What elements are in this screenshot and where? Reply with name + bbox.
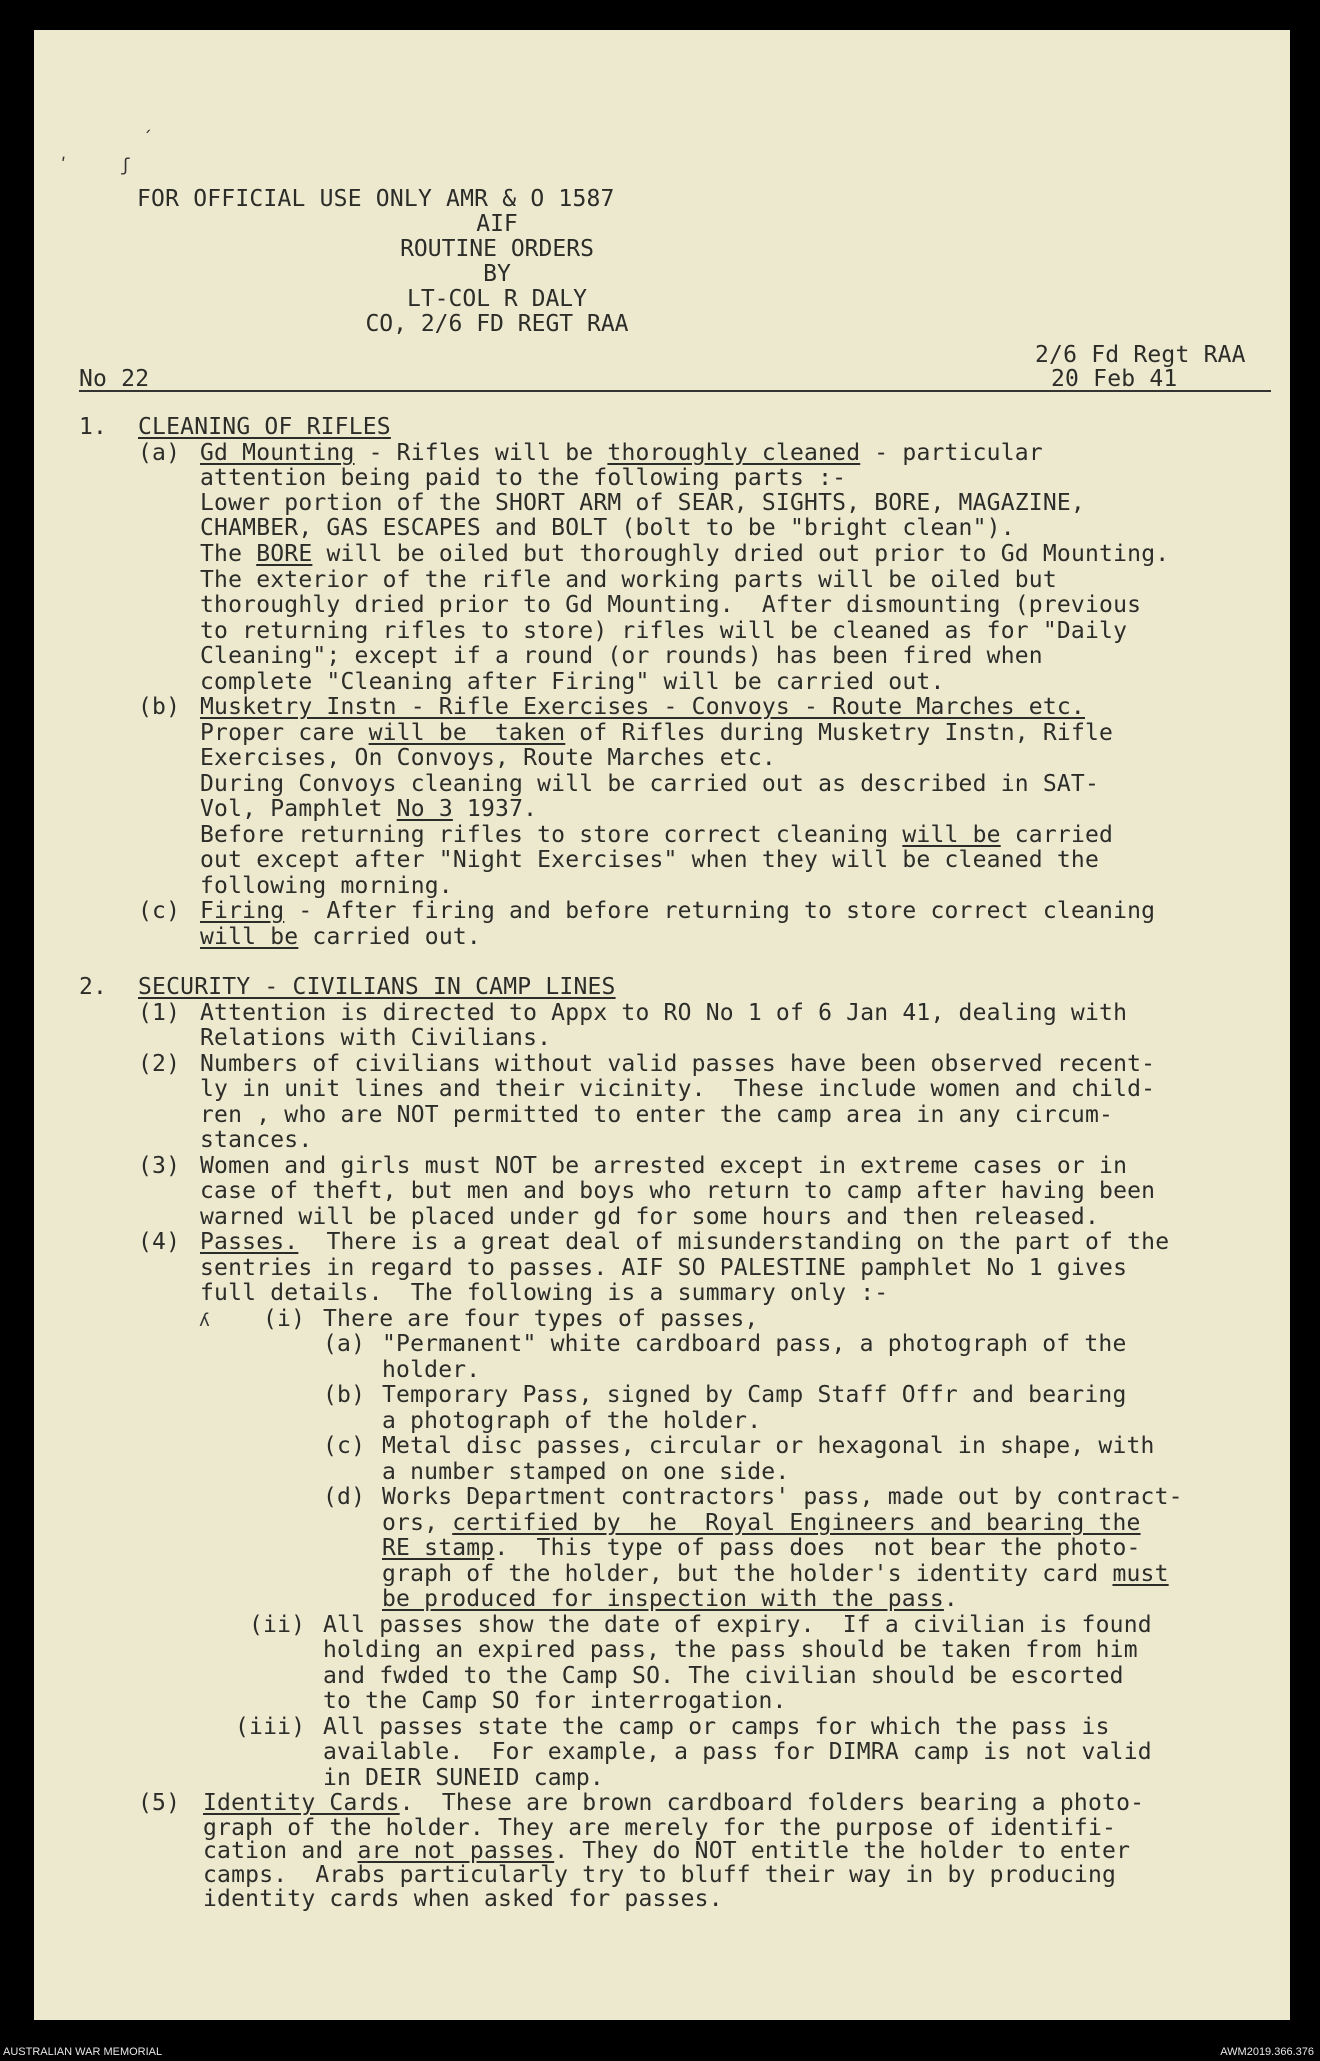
sub-iii-line-2: available. For example, a pass for DIMRA camp is not valid xyxy=(323,1739,1152,1765)
sub-ii-line-3: and fwded to the Camp SO. The civilian should be escorted xyxy=(323,1663,1124,1689)
pass-type-d-line-1: Works Department contractors' pass, made out by contract- xyxy=(382,1484,1183,1510)
sub-i-text: There are four types of passes, xyxy=(323,1306,759,1332)
para-2-4-label: (4) xyxy=(138,1229,181,1255)
sub-ii-line-1: All passes show the date of expiry. If a civilian is found xyxy=(323,1612,1152,1638)
para-1a-label: (a) xyxy=(138,440,181,466)
para-1c-line-1: Firing - After firing and before returning to store correct cleaning xyxy=(200,898,1156,924)
para-1b-line-6: Before returning rifles to store correct cleaning will be carried xyxy=(200,822,1114,848)
para-2-5-label: (5) xyxy=(138,1790,181,1816)
title-line-3: BY xyxy=(483,261,511,287)
para-2-1-label: (1) xyxy=(138,1000,181,1026)
pass-type-b-label: (b) xyxy=(323,1382,366,1408)
para-2-5-line-3: cation and are not passes. They do NOT entitle the holder to enter xyxy=(203,1838,1131,1864)
pass-type-a-line-2: holder. xyxy=(382,1357,481,1383)
footer-accession-number: AWM2019.366.376 xyxy=(1220,2046,1314,2058)
para-1c-label: (c) xyxy=(138,898,181,924)
para-2-1-line-2: Relations with Civilians. xyxy=(200,1025,552,1051)
sub-iii-line-3: in DEIR SUNEID camp. xyxy=(323,1765,604,1791)
para-1a-line-6: The exterior of the rifle and working parts will be oiled but xyxy=(200,567,1057,593)
section-2-number: 2. xyxy=(79,974,108,1000)
para-1a-line-3: Lower portion of the SHORT ARM of SEAR, SIGHTS, BORE, MAGAZINE, xyxy=(200,490,1085,516)
footer-credit: AUSTRALIAN WAR MEMORIAL xyxy=(3,2046,163,2058)
para-1b-label: (b) xyxy=(138,694,181,720)
para-1b-line-3: Exercises, On Convoys, Route Marches etc. xyxy=(200,745,776,771)
sub-iii-label: (iii) xyxy=(235,1714,306,1740)
para-2-2-label: (2) xyxy=(138,1051,181,1077)
para-1a-line-9: Cleaning"; except if a round (or rounds) has been fired when xyxy=(200,643,1043,669)
para-2-3-label: (3) xyxy=(138,1153,181,1179)
pass-type-c-line-2: a number stamped on one side. xyxy=(382,1459,790,1485)
para-1b-line-8: following morning. xyxy=(200,873,453,899)
para-1a-line-10: complete "Cleaning after Firing" will be carried out. xyxy=(200,669,945,695)
pass-type-b-line-1: Temporary Pass, signed by Camp Staff Offr and bearing xyxy=(382,1382,1127,1408)
para-2-3-line-2: case of theft, but men and boys who return to camp after having been xyxy=(200,1178,1156,1204)
sub-ii-label: (ii) xyxy=(249,1612,306,1638)
para-1b-line-5: Vol, Pamphlet No 3 1937. xyxy=(200,796,538,822)
para-2-5-line-5: identity cards when asked for passes. xyxy=(203,1886,723,1912)
ink-mark: ʹ xyxy=(58,155,69,176)
para-2-3-line-1: Women and girls must NOT be arrested except in extreme cases or in xyxy=(200,1153,1128,1179)
pass-type-c-line-1: Metal disc passes, circular or hexagonal in shape, with xyxy=(382,1433,1155,1459)
pass-type-a-label: (a) xyxy=(323,1331,366,1357)
order-date: 20 Feb 41 xyxy=(1051,366,1178,392)
para-2-2-line-3: ren , who are NOT permitted to enter the camp area in any circum- xyxy=(200,1102,1114,1128)
para-2-2-line-1: Numbers of civilians without valid passes have been observed recent- xyxy=(200,1051,1156,1077)
para-1a-line-7: thoroughly dried prior to Gd Mounting. After dismounting (previous xyxy=(200,592,1142,618)
unit-name: 2/6 Fd Regt RAA xyxy=(1035,342,1246,368)
para-2-5-line-4: camps. Arabs particularly try to bluff their way in by producing xyxy=(203,1862,1117,1888)
para-1b-line-4: During Convoys cleaning will be carried out as described in SAT- xyxy=(200,771,1100,797)
para-2-2-line-2: ly in unit lines and their vicinity. These include women and child- xyxy=(200,1076,1156,1102)
sub-i-label: (i) xyxy=(263,1306,306,1332)
sub-ii-line-2: holding an expired pass, the pass should be taken from him xyxy=(323,1637,1138,1663)
title-line-1: AIF xyxy=(476,211,518,237)
title-line-2: ROUTINE ORDERS xyxy=(400,236,594,262)
para-1a-line-5: The BORE will be oiled but thoroughly dried out prior to Gd Mounting. xyxy=(200,541,1170,567)
sub-iii-line-1: All passes state the camp or camps for which the pass is xyxy=(323,1714,1110,1740)
section-1-number: 1. xyxy=(79,414,108,440)
pass-type-d-line-2: ors, certified by he Royal Engineers and bearing the xyxy=(382,1510,1141,1536)
title-line-5: CO, 2/6 FD REGT RAA xyxy=(365,311,629,337)
para-1a-line-8: to returning rifles to store) rifles will be cleaned as for "Daily xyxy=(200,618,1128,644)
ink-mark: ʃ xyxy=(120,155,131,176)
pass-type-b-line-2: a photograph of the holder. xyxy=(382,1408,762,1434)
ink-mark: ʎ xyxy=(199,1310,210,1331)
para-1b-line-1: Musketry Instn - Rifle Exercises - Convoys - Route Marches etc. xyxy=(200,694,1085,720)
para-1b-line-2: Proper care will be taken of Rifles during Musketry Instn, Rifle xyxy=(200,720,1114,746)
pass-type-a-line-1: "Permanent" white cardboard pass, a photograph of the xyxy=(382,1331,1127,1357)
section-2-title: SECURITY - CIVILIANS IN CAMP LINES xyxy=(138,974,616,1000)
pass-type-d-line-5: be produced for inspection with the pass. xyxy=(382,1586,958,1612)
para-2-4-line-3: full details. The following is a summary only :- xyxy=(200,1280,889,1306)
title-line-4: LT-COL R DALY xyxy=(406,286,587,312)
para-2-3-line-3: warned will be placed under gd for some hours and then released. xyxy=(200,1204,1100,1230)
para-2-1-line-1: Attention is directed to Appx to RO No 1 of 6 Jan 41, dealing with xyxy=(200,1000,1128,1026)
para-2-5-line-2: graph of the holder. They are merely for the purpose of identifi- xyxy=(203,1815,1117,1841)
para-1a-line-2: attention being paid to the following parts :- xyxy=(200,465,847,491)
para-1a-line-1: Gd Mounting - Rifles will be thoroughly cleaned - particular xyxy=(200,440,1043,466)
para-2-4-line-2: sentries in regard to passes. AIF SO PALESTINE pamphlet No 1 gives xyxy=(200,1255,1128,1281)
pass-type-d-line-3: RE stamp. This type of pass does not bear the photo- xyxy=(382,1535,1141,1561)
header-rule xyxy=(79,390,1271,392)
para-2-2-line-4: stances. xyxy=(200,1127,313,1153)
order-number: No 22 xyxy=(79,366,150,392)
section-1-title: CLEANING OF RIFLES xyxy=(138,414,391,440)
sub-ii-line-4: to the Camp SO for interrogation. xyxy=(323,1688,787,1714)
ink-mark: ´ xyxy=(142,128,153,149)
para-1a-line-4: CHAMBER, GAS ESCAPES and BOLT (bolt to be "bright clean"). xyxy=(200,515,1015,541)
para-1b-line-7: out except after "Night Exercises" when they will be cleaned the xyxy=(200,847,1100,873)
pass-type-d-label: (d) xyxy=(323,1484,366,1510)
pass-type-c-label: (c) xyxy=(323,1433,366,1459)
pass-type-d-line-4: graph of the holder, but the holder's identity card must xyxy=(382,1561,1169,1587)
para-2-5-line-1: Identity Cards. These are brown cardboard folders bearing a photo- xyxy=(203,1790,1145,1816)
document-page xyxy=(34,30,1290,2020)
classification-line: FOR OFFICIAL USE ONLY AMR & O 1587 xyxy=(137,186,615,212)
para-2-4-line-1: Passes. There is a great deal of misunderstanding on the part of the xyxy=(200,1229,1170,1255)
para-1c-line-2: will be carried out. xyxy=(200,924,481,950)
